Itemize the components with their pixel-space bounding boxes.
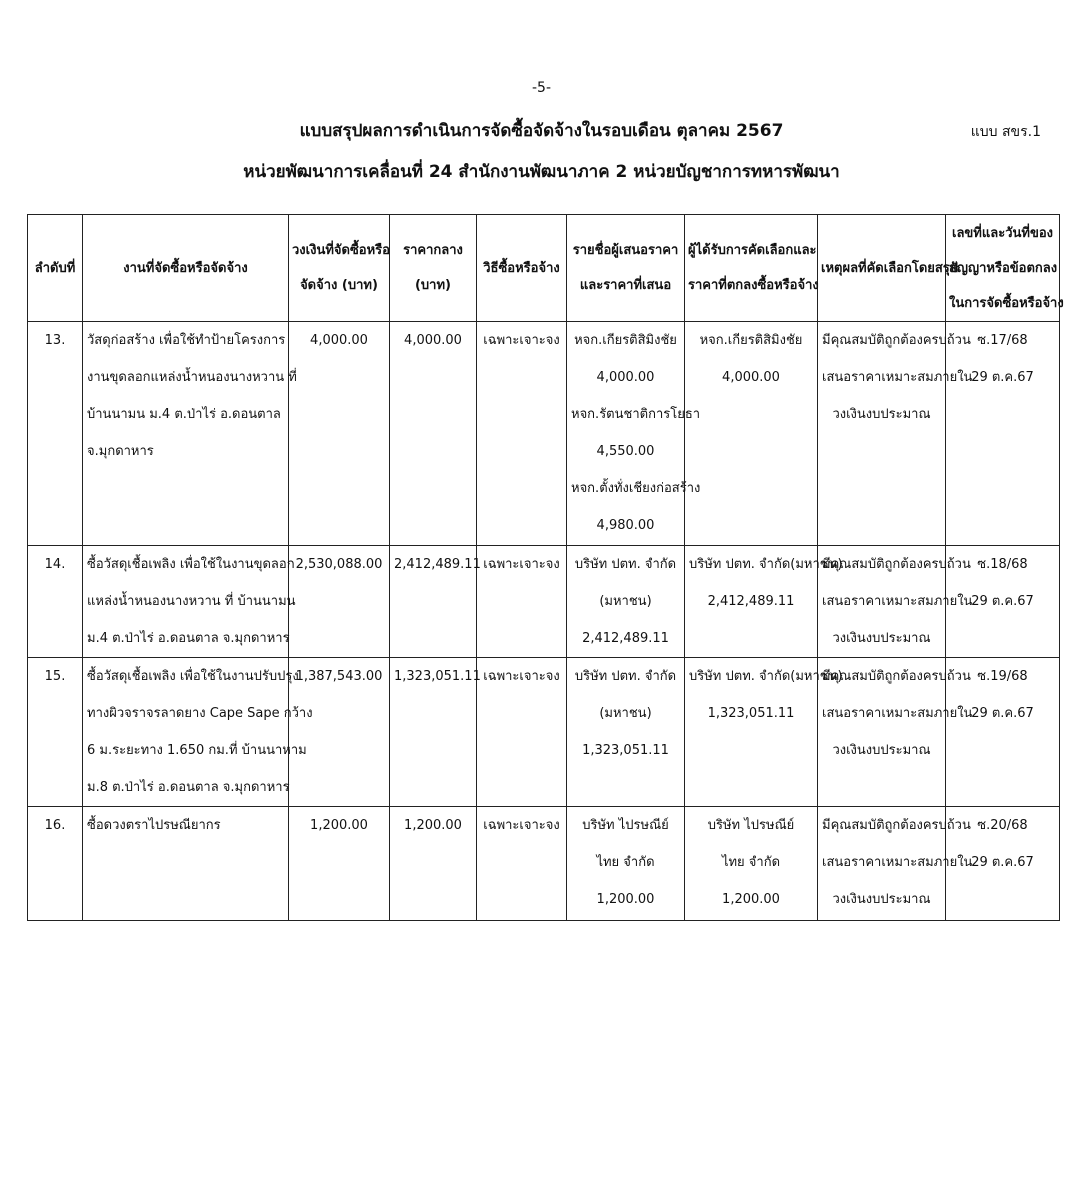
median-price: 2,412,489.11 (390, 546, 477, 658)
header-method: วิธีซื้อหรือจ้าง (477, 215, 567, 322)
row-number: 15. (28, 658, 83, 807)
header-budget: วงเงินที่จัดซื้อหรือ จัดจ้าง (บาท) (289, 215, 390, 322)
contract-reference: ซ.19/68 29 ต.ค.67 (946, 658, 1060, 807)
document-subtitle: หน่วยพัฒนาการเคลื่อนที่ 24 สำนักงานพัฒนาภาค 2 หน่วยบัญชาการทหารพัฒนา (243, 162, 840, 182)
header-contract: เลขที่และวันที่ของ สัญญาหรือข้อตกลง ในการจัดซื้อหรือจ้าง (946, 215, 1060, 322)
header-item: งานที่จัดซื้อหรือจัดจ้าง (83, 215, 289, 322)
header-bidders: รายชื่อผู้เสนอราคา และราคาที่เสนอ (567, 215, 685, 322)
table-row (28, 546, 1060, 658)
selection-reason: มีคุณสมบัติถูกต้องครบถ้วน เสนอราคาเหมาะสมภายใน วงเงินงบประมาณ (818, 546, 946, 658)
selected-vendor: บริษัท ไปรษณีย์ ไทย จำกัด 1,200.00 (685, 807, 818, 921)
table-row (28, 322, 1060, 546)
form-code: แบบ สขร.1 (970, 124, 1041, 140)
median-price: 1,200.00 (390, 807, 477, 921)
table-row (28, 658, 1060, 807)
bidders-list: บริษัท ไปรษณีย์ ไทย จำกัด 1,200.00 (567, 807, 685, 921)
header-median-price: ราคากลาง (บาท) (390, 215, 477, 322)
header-no: ลำดับที่ (28, 215, 83, 322)
bidders-list: หจก.เกียรติสิมิงชัย 4,000.00 หจก.รัตนชาติการโยธา 4,550.00 หจก.ตั้งทั่งเชียงก่อสร้าง 4,980.00 (567, 322, 685, 546)
selected-vendor: หจก.เกียรติสิมิงชัย 4,000.00 (685, 322, 818, 546)
selection-reason: มีคุณสมบัติถูกต้องครบถ้วน เสนอราคาเหมาะสมภายใน วงเงินงบประมาณ (818, 807, 946, 921)
median-price: 4,000.00 (390, 322, 477, 546)
procurement-method: เฉพาะเจาะจง (477, 546, 567, 658)
header-selected: ผู้ได้รับการคัดเลือกและ ราคาที่ตกลงซื้อหรือจ้าง (685, 215, 818, 322)
selected-vendor: บริษัท ปตท. จำกัด(มหาชน) 2,412,489.11 (685, 546, 818, 658)
document-title: แบบสรุปผลการดำเนินการจัดซื้อจัดจ้างในรอบเดือน ตุลาคม 2567 (299, 121, 784, 141)
median-price: 1,323,051.11 (390, 658, 477, 807)
table-row (28, 807, 1060, 921)
contract-reference: ซ.20/68 29 ต.ค.67 (946, 807, 1060, 921)
procurement-method: เฉพาะเจาะจง (477, 807, 567, 921)
procurement-table (27, 214, 1064, 921)
page-number: -5- (531, 80, 551, 96)
table-header-row (28, 215, 1060, 322)
item-description: ซื้อดวงตราไปรษณียากร (83, 807, 289, 921)
selected-vendor: บริษัท ปตท. จำกัด(มหาชน) 1,323,051.11 (685, 658, 818, 807)
row-number: 16. (28, 807, 83, 921)
budget-amount: 4,000.00 (289, 322, 390, 546)
row-number: 14. (28, 546, 83, 658)
selection-reason: มีคุณสมบัติถูกต้องครบถ้วน เสนอราคาเหมาะสมภายใน วงเงินงบประมาณ (818, 322, 946, 546)
header-reason: เหตุผลที่คัดเลือกโดยสรุป (818, 215, 946, 322)
item-description: ซื้อวัสดุเชื้อเพลิง เพื่อใช้ในงานขุดลอก แหล่งน้ำหนองนางหวาน ที่ บ้านนามน ม.4 ต.ป่าไร่ อ.ดอนตาล จ.มุกดาหาร (83, 546, 289, 658)
bidders-list: บริษัท ปตท. จำกัด (มหาชน) 1,323,051.11 (567, 658, 685, 807)
contract-reference: ซ.17/68 29 ต.ค.67 (946, 322, 1060, 546)
item-description: ซื้อวัสดุเชื้อเพลิง เพื่อใช้ในงานปรับปรุง ทางผิวจราจรลาดยาง Cape Sape กว้าง 6 ม.ระยะทาง 1.650 กม.ที่ บ้านนาหาม ม.8 ต.ป่าไร่ อ.ดอนตาล จ.มุกดาหาร (83, 658, 289, 807)
budget-amount: 1,387,543.00 (289, 658, 390, 807)
budget-amount: 2,530,088.00 (289, 546, 390, 658)
row-number: 13. (28, 322, 83, 546)
budget-amount: 1,200.00 (289, 807, 390, 921)
procurement-method: เฉพาะเจาะจง (477, 322, 567, 546)
selection-reason: มีคุณสมบัติถูกต้องครบถ้วน เสนอราคาเหมาะสมภายใน วงเงินงบประมาณ (818, 658, 946, 807)
procurement-method: เฉพาะเจาะจง (477, 658, 567, 807)
contract-reference: ซ.18/68 29 ต.ค.67 (946, 546, 1060, 658)
item-description: วัสดุก่อสร้าง เพื่อใช้ทำป้ายโครงการ งานขุดลอกแหล่งน้ำหนองนางหวาน ที่ บ้านนามน ม.4 ต.ป่าไร่ อ.ดอนตาล จ.มุกดาหาร (83, 322, 289, 546)
bidders-list: บริษัท ปตท. จำกัด (มหาชน) 2,412,489.11 (567, 546, 685, 658)
